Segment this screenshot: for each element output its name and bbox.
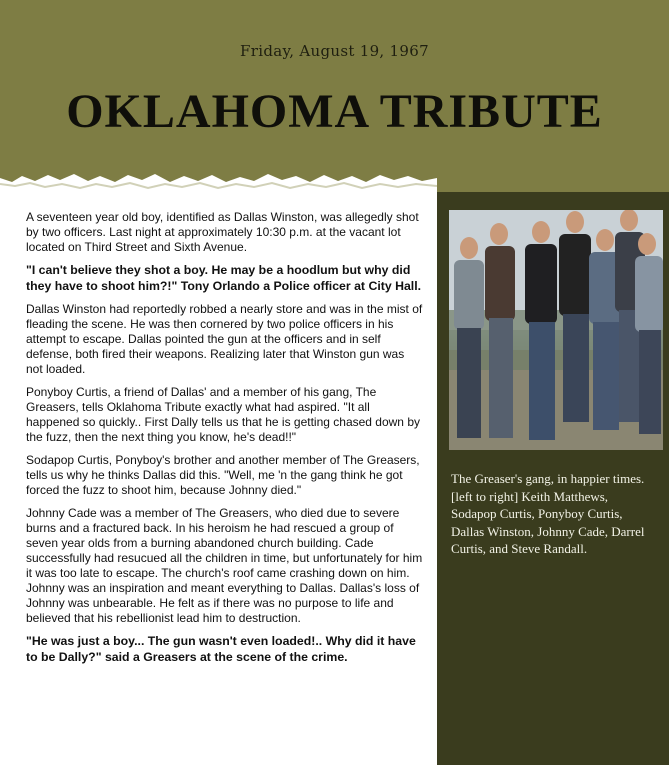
article-paragraph: Dallas Winston had reportedly robbed a nearly store and was in the mist of fleading the scene. He was then cornered by two police officers in his attempt to escape. Dallas pointed the gun at the officers and in self defense, both fired their weapons. Realizing later that Winston gun was not loaded. (26, 302, 423, 376)
article-paragraph: A seventeen year old boy, identified as Dallas Winston, was allegedly shot by two officers. Last night at approximately 10:30 p.m. at the vacant lot located on Third Street and Sixth Avenue. (26, 210, 419, 254)
article-quote: "He was just a boy... The gun wasn't even loaded!.. Why did it have to be Dally?" said a Greasers at the scene of the crime. (26, 634, 416, 664)
gang-photo-image (449, 210, 663, 450)
gang-photo (449, 210, 663, 450)
article-paragraph: Johnny Cade was a member of The Greasers, who died due to severe burns and a fractured back. In his heroism he had rescued a group of seven year olds from a burning abandoned church building. Cade successfully had resucued all the children in time, but unfortunately for him it was too late to escape. The church's roof came crashing down on him. Johnny was an inspiration and meant everything to Dallas. Dallas's loss of Johnny was unbearable. He felt as if there was no purpose to life and believed that his rebellionist lead him to destruction. (26, 506, 423, 625)
sidebar (437, 192, 669, 765)
dateline: Friday, August 19, 1967 (240, 42, 429, 60)
article-paragraph: Sodapop Curtis, Ponyboy's brother and another member of The Greasers, tells us why he thinks Dallas did this. "Well, me 'n the gang think he got forced the fuzz to shoot him, because Johnny died." (26, 453, 420, 497)
article-paragraph: Ponyboy Curtis, a friend of Dallas' and a member of his gang, The Greasers, tells Oklahoma Tribute exactly what had aspired. "It all happened so quickly.. First Dally tells us that he is getting chased down by the fuzz, then the next thing you know, he's dead!!" (26, 385, 420, 444)
masthead (0, 0, 669, 192)
article-quote: "I can't believe they shot a boy. He may be a hoodlum but why did they have to shoot him?!" Tony Orlando a Police officer at City Hall. (26, 263, 422, 293)
newspaper-title: OKLAHOMA TRIBUTE (66, 85, 603, 138)
torn-paper-edge (0, 170, 669, 192)
article-body (26, 210, 424, 673)
photo-caption: The Greaser's gang, in happier times. [left to right] Keith Matthews, Sodapop Curtis, Ponyboy Curtis, Dallas Winston, Johnny Cade, Darrel Curtis, and Steve Randall. (451, 471, 645, 556)
